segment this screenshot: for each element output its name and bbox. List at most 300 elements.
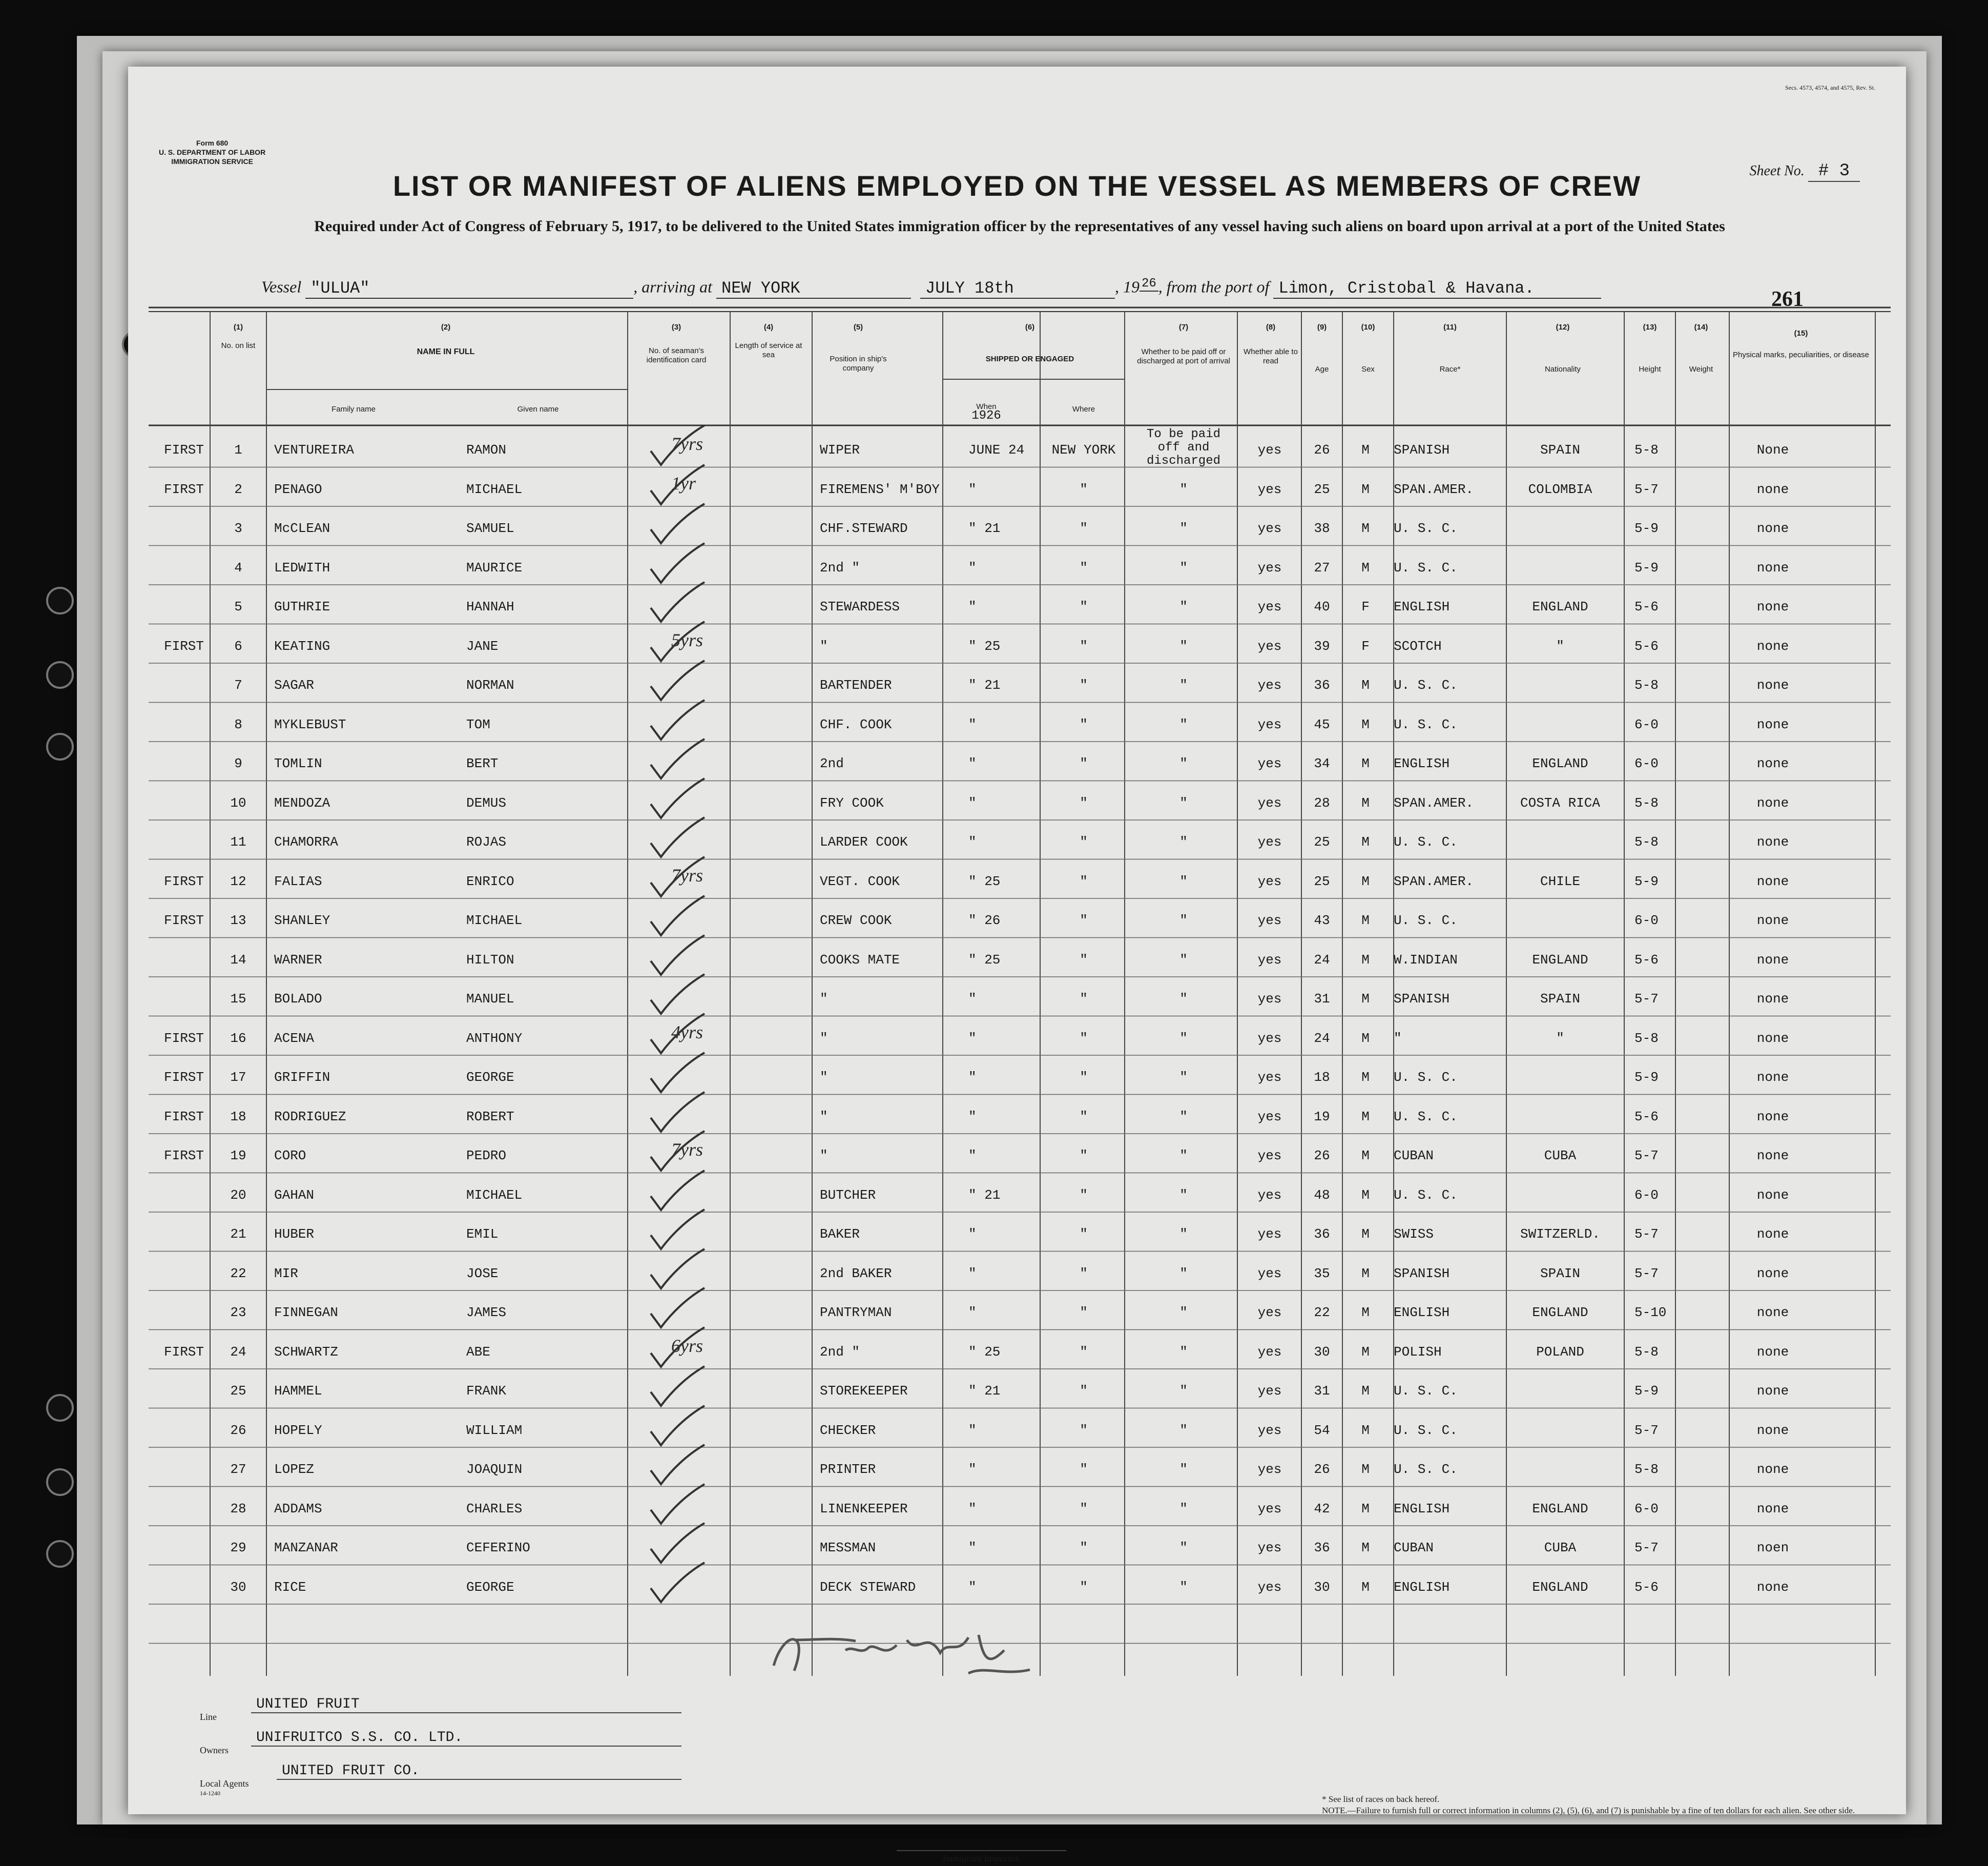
age: 39: [1314, 638, 1330, 654]
position: FRY COOK: [820, 795, 884, 811]
physical-marks: noen: [1756, 1540, 1789, 1555]
shipped-when: ": [968, 481, 977, 497]
family-name: TOMLIN: [274, 756, 322, 771]
shipped-where: ": [1080, 1226, 1088, 1242]
position: CHF.STEWARD: [820, 521, 908, 536]
physical-marks: none: [1756, 1422, 1789, 1438]
position: CHECKER: [820, 1422, 876, 1438]
race: U. S. C.: [1394, 1383, 1458, 1399]
col4-title: Length of service at sea: [735, 341, 802, 359]
nationality: SPAIN: [1540, 1265, 1580, 1281]
family-name: ACENA: [274, 1030, 315, 1046]
physical-marks: none: [1756, 991, 1789, 1007]
table-row: [128, 1526, 1906, 1565]
agents-label: Local Agents: [200, 1778, 249, 1789]
officer-signature: [763, 1609, 1040, 1686]
list-number: 26: [230, 1422, 246, 1438]
given-name: JOAQUIN: [466, 1462, 523, 1477]
col6-number: (6): [1025, 323, 1035, 332]
family-name: LEDWITH: [274, 560, 330, 576]
document-subtitle: Required under Act of Congress of February 5, 1917, to be delivered to the United States immigration officer by the representatives of any vessel having such aliens on board upon arrival at a port of the United States: [314, 218, 1725, 235]
col10-number: (10): [1361, 323, 1375, 332]
col12-title: Nationality: [1544, 365, 1581, 374]
race: W.INDIAN: [1394, 952, 1458, 968]
race: U. S. C.: [1394, 834, 1458, 850]
table-row: [128, 624, 1906, 663]
sex: M: [1361, 756, 1370, 771]
handwritten-service-note: 6yrs: [671, 1335, 703, 1356]
race: U. S. C.: [1394, 913, 1458, 928]
height: 5-7: [1634, 1226, 1659, 1242]
shipped-where: ": [1080, 638, 1088, 654]
first-mark: FIRST: [164, 1030, 204, 1046]
given-name: ROBERT: [466, 1109, 514, 1124]
shipped-when: ": [968, 1462, 977, 1477]
col8-header: [1240, 323, 1301, 366]
table-row: [128, 742, 1906, 781]
given-name: ENRICO: [466, 873, 514, 889]
statute-reference: Secs. 4573, 4574, and 4575, Rev. St.: [1785, 84, 1875, 91]
handwritten-service-note: 4yrs: [671, 1021, 703, 1042]
position: LINENKEEPER: [820, 1501, 908, 1516]
nationality: ENGLAND: [1532, 1305, 1588, 1320]
table-row: [128, 1487, 1906, 1526]
paid-off: ": [1179, 716, 1188, 732]
col9-number: (9): [1317, 323, 1327, 332]
shipped-where: ": [1080, 1030, 1088, 1046]
sex: M: [1361, 1501, 1370, 1516]
shipped-where: ": [1080, 1501, 1088, 1516]
height: 5-7: [1634, 1148, 1659, 1163]
shipped-when: ": [968, 1540, 977, 1555]
family-name: ADDAMS: [274, 1501, 322, 1516]
able-to-read: yes: [1257, 1109, 1282, 1124]
age: 19: [1314, 1109, 1330, 1124]
table-row: [128, 1055, 1906, 1094]
table-row: [128, 428, 1906, 467]
shipped-where: ": [1080, 756, 1088, 771]
shipped-when: " 25: [968, 952, 1001, 968]
given-name: MICHAEL: [466, 913, 523, 928]
age: 54: [1314, 1422, 1330, 1438]
shipped-where: ": [1080, 1422, 1088, 1438]
family-name: KEATING: [274, 638, 330, 654]
table-row: [128, 820, 1906, 859]
given-name: ABE: [466, 1344, 490, 1360]
height: 5-8: [1634, 1030, 1659, 1046]
service-name: IMMIGRATION SERVICE: [171, 157, 253, 166]
physical-marks: none: [1756, 638, 1789, 654]
list-number: 11: [230, 834, 246, 850]
binder-hole: [46, 1540, 74, 1568]
physical-marks: none: [1756, 1501, 1789, 1516]
shipped-where: ": [1080, 1383, 1088, 1399]
shipped-when: " 21: [968, 678, 1001, 693]
position: FIREMENS' M'BOY: [820, 481, 940, 497]
position: ": [820, 1030, 828, 1046]
able-to-read: yes: [1257, 756, 1282, 771]
list-number: 2: [234, 481, 242, 497]
able-to-read: yes: [1257, 1148, 1282, 1163]
nationality: CUBA: [1544, 1540, 1577, 1555]
family-name: SCHWARTZ: [274, 1344, 338, 1360]
race: U. S. C.: [1394, 716, 1458, 732]
race: POLISH: [1394, 1344, 1442, 1360]
race: ": [1394, 1030, 1402, 1046]
physical-marks: none: [1756, 481, 1789, 497]
height: 5-8: [1634, 678, 1659, 693]
owners-value: UNIFRUITCO S.S. CO. LTD.: [251, 1730, 681, 1747]
shipped-where: ": [1080, 1462, 1088, 1477]
shipped-where: ": [1080, 795, 1088, 811]
paid-off: ": [1179, 1344, 1188, 1360]
shipped-when: ": [968, 1070, 977, 1085]
first-mark: FIRST: [164, 442, 204, 458]
arriving-label: , arriving at: [633, 277, 712, 296]
col5-title: Position in ship's company: [830, 355, 887, 373]
where-header: Where: [1072, 405, 1095, 414]
family-name: SAGAR: [274, 678, 315, 693]
sex: M: [1361, 873, 1370, 889]
height: 5-8: [1634, 1462, 1659, 1477]
shipped-where: ": [1080, 1579, 1088, 1595]
age: 25: [1314, 481, 1330, 497]
family-name: VENTUREIRA: [274, 442, 355, 458]
family-name: RODRIGUEZ: [274, 1109, 346, 1124]
given-name: JANE: [466, 638, 499, 654]
first-mark: FIRST: [164, 1344, 204, 1360]
race: U. S. C.: [1394, 521, 1458, 536]
age: 22: [1314, 1305, 1330, 1320]
paid-off: To be paid off and discharged: [1146, 427, 1221, 468]
when-label: When: [976, 402, 997, 411]
list-number: 9: [234, 756, 242, 771]
physical-marks: none: [1756, 678, 1789, 693]
sex: M: [1361, 1226, 1370, 1242]
physical-marks: none: [1756, 1030, 1789, 1046]
age: 36: [1314, 1226, 1330, 1242]
given-name: MICHAEL: [466, 481, 523, 497]
shipped-where: ": [1080, 1305, 1088, 1320]
owners-label: Owners: [200, 1745, 229, 1755]
col3-title: No. of seaman's identification card: [646, 346, 707, 364]
shipped-where: ": [1080, 1540, 1088, 1555]
col13-title: Height: [1639, 365, 1661, 374]
physical-marks: none: [1756, 599, 1789, 614]
list-number: 28: [230, 1501, 246, 1516]
given-name: RAMON: [466, 442, 507, 458]
sex: M: [1361, 1422, 1370, 1438]
list-number: 3: [234, 521, 242, 536]
paid-off: ": [1179, 638, 1188, 654]
table-row: [128, 506, 1906, 545]
physical-marks: none: [1756, 1187, 1789, 1203]
able-to-read: yes: [1257, 795, 1282, 811]
table-row: [128, 703, 1906, 742]
sex: M: [1361, 1462, 1370, 1477]
port-label: , from the port of: [1158, 277, 1270, 296]
handwritten-service-note: 1yr: [671, 473, 696, 494]
age: 26: [1314, 442, 1330, 458]
height: 5-9: [1634, 873, 1659, 889]
shipped-when: ": [968, 991, 977, 1007]
family-name: BOLADO: [274, 991, 322, 1007]
paid-off: ": [1179, 1148, 1188, 1163]
physical-marks: none: [1756, 913, 1789, 928]
race: CUBAN: [1394, 1540, 1434, 1555]
penalty-note: NOTE.—Failure to furnish full or correct information in columns (2), (5), (6), and (7) is punishable by a fine of ten dollars for each alien. See other side.: [1322, 1806, 1855, 1815]
physical-marks: none: [1756, 521, 1789, 536]
able-to-read: yes: [1257, 991, 1282, 1007]
sex: M: [1361, 1344, 1370, 1360]
sheet-number-label: Sheet No.: [1749, 163, 1805, 179]
table-row: [128, 1134, 1906, 1173]
col11-header: [1394, 323, 1506, 374]
race: ENGLISH: [1394, 1305, 1450, 1320]
list-number: 5: [234, 599, 242, 614]
family-name: MYKLEBUST: [274, 716, 346, 732]
table-row: [128, 859, 1906, 898]
list-number: 19: [230, 1148, 246, 1163]
paid-off: ": [1179, 1265, 1188, 1281]
sex: M: [1361, 952, 1370, 968]
sex: M: [1361, 521, 1370, 536]
table-row: [128, 1408, 1906, 1447]
family-name: MIR: [274, 1265, 298, 1281]
family-name: HUBER: [274, 1226, 315, 1242]
first-mark: FIRST: [164, 1148, 204, 1163]
sex: F: [1361, 599, 1370, 614]
position: PRINTER: [820, 1462, 876, 1477]
position: ": [820, 638, 828, 654]
shipped-where: ": [1080, 873, 1088, 889]
col15-number: (15): [1794, 329, 1808, 338]
list-number: 23: [230, 1305, 246, 1320]
physical-marks: none: [1756, 1148, 1789, 1163]
shipped-where: ": [1080, 560, 1088, 576]
col15-header: [1729, 323, 1873, 360]
paid-off: ": [1179, 599, 1188, 614]
col1-title: No. on list: [221, 341, 256, 350]
height: 5-10: [1634, 1305, 1667, 1320]
family-name: SHANLEY: [274, 913, 330, 928]
given-name: EMIL: [466, 1226, 499, 1242]
race: SPAN.AMER.: [1394, 481, 1474, 497]
able-to-read: yes: [1257, 1501, 1282, 1516]
binder-hole: [46, 661, 74, 689]
sex: M: [1361, 1305, 1370, 1320]
paid-off: ": [1179, 1305, 1188, 1320]
age: 30: [1314, 1344, 1330, 1360]
able-to-read: yes: [1257, 873, 1282, 889]
race: SPAN.AMER.: [1394, 873, 1474, 889]
list-number: 20: [230, 1187, 246, 1203]
list-number: 17: [230, 1070, 246, 1085]
paid-off: ": [1179, 1030, 1188, 1046]
age: 36: [1314, 678, 1330, 693]
shipped-where: ": [1080, 1109, 1088, 1124]
family-name: FALIAS: [274, 873, 322, 889]
first-mark: FIRST: [164, 913, 204, 928]
family-name: RICE: [274, 1579, 306, 1595]
shipped-when: ": [968, 716, 977, 732]
table-row: [128, 663, 1906, 702]
col4-header: [733, 323, 804, 360]
table-row: [128, 1212, 1906, 1251]
age: 28: [1314, 795, 1330, 811]
shipped-where: ": [1080, 716, 1088, 732]
col3-header: [630, 323, 722, 365]
col10-title: Sex: [1361, 365, 1375, 374]
sex: M: [1361, 1187, 1370, 1203]
physical-marks: None: [1756, 442, 1789, 458]
departure-ports: Limon, Cristobal & Havana.: [1273, 279, 1601, 299]
given-name: CHARLES: [466, 1501, 523, 1516]
able-to-read: yes: [1257, 1344, 1282, 1360]
family-name: PENAGO: [274, 481, 322, 497]
shipped-where: ": [1080, 1070, 1088, 1085]
age: 31: [1314, 1383, 1330, 1399]
age: 42: [1314, 1501, 1330, 1516]
height: 6-0: [1634, 716, 1659, 732]
nationality: ENGLAND: [1532, 756, 1588, 771]
able-to-read: yes: [1257, 560, 1282, 576]
shipped-when: " 26: [968, 913, 1001, 928]
height: 5-7: [1634, 1265, 1659, 1281]
list-number: 18: [230, 1109, 246, 1124]
physical-marks: none: [1756, 1265, 1789, 1281]
position: STEWARDESS: [820, 599, 900, 614]
position: STOREKEEPER: [820, 1383, 908, 1399]
family-name: GUTHRIE: [274, 599, 330, 614]
position: CREW COOK: [820, 913, 892, 928]
col7-header: [1132, 323, 1235, 366]
shipped-when: " 25: [968, 1344, 1001, 1360]
given-name: ANTHONY: [466, 1030, 523, 1046]
shipped-when: JUNE 24: [968, 442, 1025, 458]
physical-marks: none: [1756, 1344, 1789, 1360]
sex: M: [1361, 716, 1370, 732]
position: ": [820, 1109, 828, 1124]
first-mark: FIRST: [164, 1070, 204, 1085]
col9-title: Age: [1315, 365, 1329, 374]
shipped-when: ": [968, 1501, 977, 1516]
arrival-port: NEW YORK: [716, 279, 911, 299]
shipped-when: ": [968, 1226, 977, 1242]
able-to-read: yes: [1257, 1070, 1282, 1085]
given-name: SAMUEL: [466, 521, 514, 536]
position: CHF. COOK: [820, 716, 892, 732]
given-name: HILTON: [466, 952, 514, 968]
race: ENGLISH: [1394, 599, 1450, 614]
race: SPANISH: [1394, 1265, 1450, 1281]
paid-off: ": [1179, 1462, 1188, 1477]
family-name: LOPEZ: [274, 1462, 315, 1477]
height: 5-9: [1634, 1070, 1659, 1085]
sex: M: [1361, 795, 1370, 811]
age: 43: [1314, 913, 1330, 928]
height: 5-8: [1634, 1344, 1659, 1360]
physical-marks: none: [1756, 795, 1789, 811]
shipped-when: ": [968, 756, 977, 771]
year-prefix: , 19: [1114, 277, 1140, 296]
given-name: BERT: [466, 756, 499, 771]
col3-number: (3): [671, 323, 681, 332]
age: 40: [1314, 599, 1330, 614]
height: 5-8: [1634, 795, 1659, 811]
family-name: CORO: [274, 1148, 306, 1163]
physical-marks: none: [1756, 756, 1789, 771]
col6-title: SHIPPED OR ENGAGED: [985, 355, 1074, 363]
age: 34: [1314, 756, 1330, 771]
family-name: CHAMORRA: [274, 834, 338, 850]
paid-off: ": [1179, 795, 1188, 811]
age: 45: [1314, 716, 1330, 732]
line-label: Line: [200, 1712, 217, 1722]
able-to-read: yes: [1257, 638, 1282, 654]
list-number: 22: [230, 1265, 246, 1281]
race: U. S. C.: [1394, 678, 1458, 693]
given-name: JOSE: [466, 1265, 499, 1281]
able-to-read: yes: [1257, 952, 1282, 968]
table-row: [128, 1369, 1906, 1408]
list-number: 15: [230, 991, 246, 1007]
paid-off: ": [1179, 991, 1188, 1007]
physical-marks: none: [1756, 1070, 1789, 1085]
table-row: [128, 1330, 1906, 1369]
col8-number: (8): [1266, 323, 1276, 332]
col14-number: (14): [1694, 323, 1708, 332]
height: 5-9: [1634, 521, 1659, 536]
table-row: [128, 938, 1906, 977]
position: 2nd BAKER: [820, 1265, 892, 1281]
position: PANTRYMAN: [820, 1305, 892, 1320]
race: ENGLISH: [1394, 1501, 1450, 1516]
table-row: [128, 546, 1906, 585]
col6-header: [943, 323, 1117, 364]
shipped-when: ": [968, 1579, 977, 1595]
sex: M: [1361, 991, 1370, 1007]
table-row: [128, 1016, 1906, 1055]
able-to-read: yes: [1257, 1540, 1282, 1555]
age: 26: [1314, 1462, 1330, 1477]
sex: M: [1361, 560, 1370, 576]
given-name: GEORGE: [466, 1579, 514, 1595]
shipped-when: " 25: [968, 638, 1001, 654]
shipped-when: ": [968, 1265, 977, 1281]
inspector-label: Immigrant Inspector.: [897, 1850, 1066, 1866]
shipped-when: ": [968, 1422, 977, 1438]
col2-number: (2): [441, 323, 451, 332]
given-name: PEDRO: [466, 1148, 507, 1163]
first-mark: FIRST: [164, 1109, 204, 1124]
family-name-header: Family name: [332, 405, 376, 414]
sex: M: [1361, 1109, 1370, 1124]
table-row: [128, 1565, 1906, 1604]
age: 36: [1314, 1540, 1330, 1555]
given-name: MANUEL: [466, 991, 514, 1007]
vessel-name: "ULUA": [305, 279, 633, 299]
table-row: [128, 977, 1906, 1016]
shipped-when: " 25: [968, 873, 1001, 889]
shipped-where: ": [1080, 1187, 1088, 1203]
col15-title: Physical marks, peculiarities, or disease: [1733, 351, 1869, 359]
paid-off: ": [1179, 1579, 1188, 1595]
able-to-read: yes: [1257, 1305, 1282, 1320]
footer: [184, 1696, 1875, 1799]
physical-marks: none: [1756, 1109, 1789, 1124]
table-row: [128, 1447, 1906, 1486]
